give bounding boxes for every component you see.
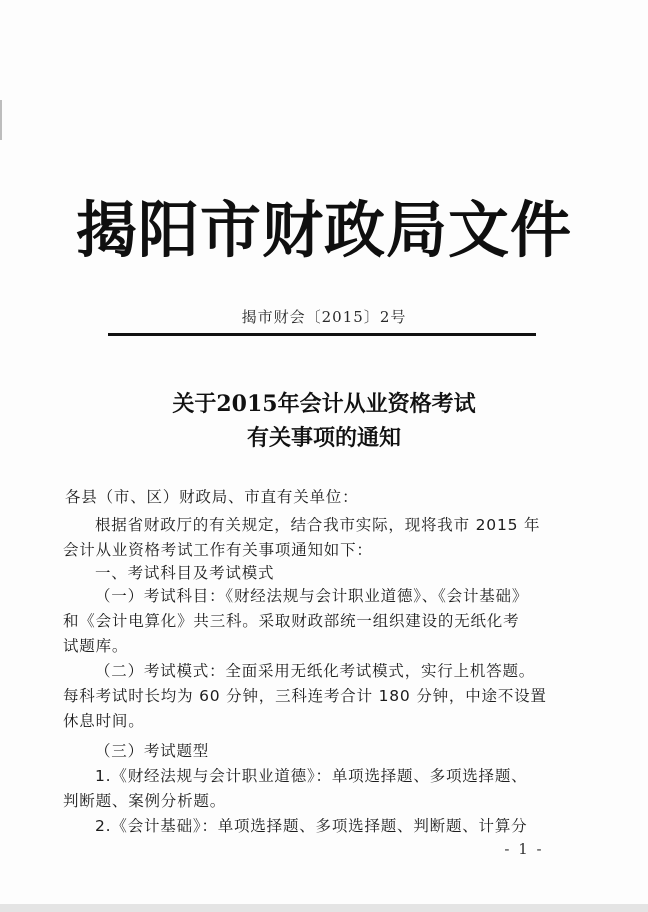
body-line: （一）考试科目：《财经法规与会计职业道德》、《会计基础》: [95, 587, 529, 605]
subsection-heading: （三）考试题型: [95, 742, 210, 760]
body-line: 和《会计电算化》共三科。采取财政部统一组织建设的无纸化考: [63, 612, 520, 630]
body-line: 2.《会计基础》：单项选择题、多项选择题、判断题、计算分: [95, 817, 528, 835]
body-line: 休息时间。: [63, 712, 145, 730]
page-number: - 1 -: [504, 840, 544, 858]
body-line: 每科考试时长均为 60 分钟，三科连考合计 180 分钟，中途不设置: [63, 687, 547, 705]
body-line: 根据省财政厅的有关规定，结合我市实际，现将我市 2015 年: [95, 516, 541, 534]
notice-heading-line-2: 有关事项的通知: [246, 425, 401, 451]
section-heading: 一、考试科目及考试模式: [95, 564, 275, 582]
document-number: 揭市财会〔2015〕2号: [241, 308, 407, 326]
scan-bottom-edge: [0, 904, 648, 912]
header-divider: [108, 333, 536, 336]
notice-heading-line-1: 关于2015年会计从业资格考试: [172, 391, 476, 417]
body-line: 各县（市、区）财政局、市直有关单位：: [65, 488, 359, 506]
document-title: 揭阳市财政局文件: [75, 195, 572, 266]
body-line: 1.《财经法规与会计职业道德》：单项选择题、多项选择题、: [95, 767, 528, 785]
scan-edge-mark: [0, 100, 2, 140]
body-line: （二）考试模式：全面采用无纸化考试模式，实行上机答题。: [95, 662, 536, 680]
body-line: 试题库。: [63, 637, 129, 655]
body-line: 会计从业资格考试工作有关事项通知如下：: [63, 541, 373, 559]
body-line: 判断题、案例分析题。: [63, 792, 227, 810]
